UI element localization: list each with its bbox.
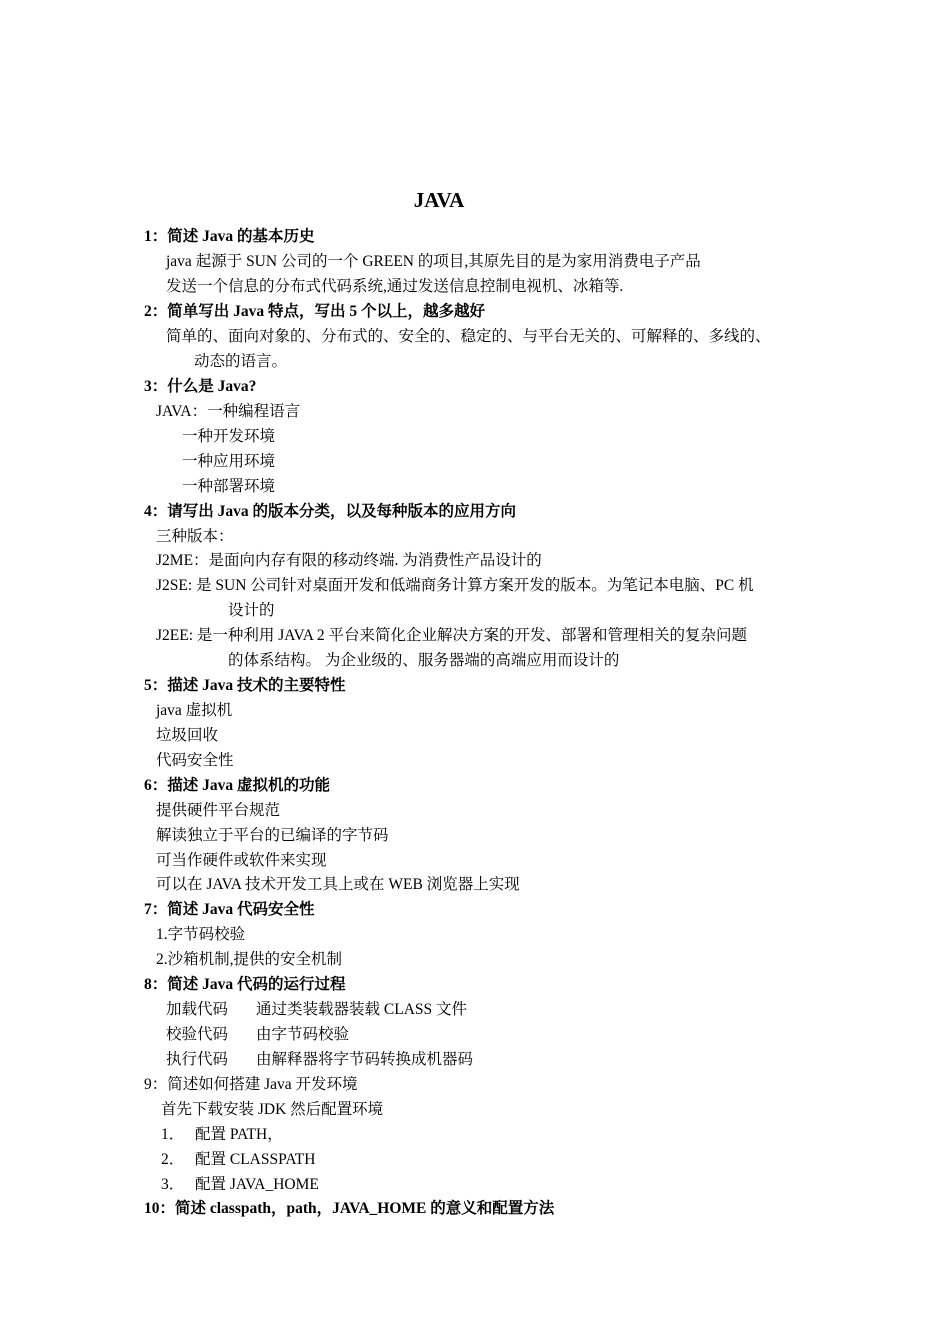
answer-3-line-2: 一种开发环境 [182, 428, 276, 445]
question-4-heading: 4：请写出 Java 的版本分类，以及每种版本的应用方向 [144, 503, 517, 520]
answer-5-line-2: 垃圾回收 [156, 727, 219, 744]
question-7-heading: 7：简述 Java 代码安全性 [144, 901, 315, 918]
answer-4-line-5: J2EE: 是一种利用 JAVA 2 平台来简化企业解决方案的开发、部署和管理相关的复杂问题 [156, 627, 748, 644]
question-1-heading: 1：简述 Java 的基本历史 [144, 228, 315, 245]
env-step-number: 3． [161, 1176, 185, 1193]
answer-4-line-2: J2ME：是面向内存有限的移动终端. 为消费性产品设计的 [156, 552, 542, 569]
document-title: JAVA [413, 188, 465, 212]
answer-3-line-1: JAVA：一种编程语言 [156, 403, 301, 420]
answer-4-line-6: 的体系结构。 为企业级的、服务器端的高端应用而设计的 [228, 652, 620, 669]
run-step-row [166, 1049, 473, 1071]
run-step-desc: 由解释器将字节码转换成机器码 [256, 1051, 474, 1068]
answer-5-line-3: 代码安全性 [156, 752, 234, 769]
env-step-number: 1． [161, 1126, 185, 1143]
question-3-heading: 3：什么是 Java? [144, 378, 257, 395]
answer-4-line-1: 三种版本： [156, 528, 234, 545]
env-step-number: 2． [161, 1151, 185, 1168]
question-9-heading: 9：简述如何搭建 Java 开发环境 [144, 1076, 358, 1093]
answer-9-line-1: 首先下载安装 JDK 然后配置环境 [161, 1101, 384, 1118]
env-step-row [161, 1149, 315, 1171]
env-step-text: 配置 JAVA_HOME [195, 1176, 319, 1193]
run-step-row [166, 1024, 349, 1046]
answer-6-line-1: 提供硬件平台规范 [156, 802, 281, 819]
run-step-name: 执行代码 [166, 1051, 229, 1068]
env-step-row [161, 1124, 283, 1146]
env-step-text: 配置 PATH， [195, 1126, 283, 1143]
env-step-text: 配置 CLASSPATH [195, 1151, 316, 1168]
answer-1-line-1: java 起源于 SUN 公司的一个 GREEN 的项目,其原先目的是为家用消费电子产品 [166, 253, 701, 270]
run-step-desc: 通过类装载器装载 CLASS 文件 [256, 1001, 468, 1018]
answer-3-line-4: 一种部署环境 [182, 478, 276, 495]
question-10-heading: 10：简述 classpath，path，JAVA_HOME 的意义和配置方法 [144, 1200, 555, 1217]
env-step-row [161, 1174, 319, 1196]
answer-6-line-4: 可以在 JAVA 技术开发工具上或在 WEB 浏览器上实现 [156, 876, 520, 893]
run-step-desc: 由字节码校验 [256, 1026, 350, 1043]
question-2-heading: 2：简单写出 Java 特点，写出 5 个以上，越多越好 [144, 303, 486, 320]
answer-7-line-1: 1.字节码校验 [156, 926, 246, 943]
answer-3-line-3: 一种应用环境 [182, 453, 276, 470]
answer-5-line-1: java 虚拟机 [156, 702, 233, 719]
answer-1-line-2: 发送一个信息的分布式代码系统,通过发送信息控制电视机、冰箱等. [166, 278, 624, 295]
run-step-name: 加载代码 [166, 1001, 229, 1018]
answer-2-line-2: 动态的语言。 [194, 353, 288, 370]
question-6-heading: 6：描述 Java 虚拟机的功能 [144, 777, 331, 794]
answer-2-line-1: 简单的、面向对象的、分布式的、安全的、稳定的、与平台无关的、可解释的、多线的、 [166, 328, 771, 345]
question-8-heading: 8：简述 Java 代码的运行过程 [144, 976, 346, 993]
run-step-name: 校验代码 [166, 1026, 229, 1043]
answer-6-line-3: 可当作硬件或软件来实现 [156, 852, 327, 869]
answer-4-line-3: J2SE: 是 SUN 公司针对桌面开发和低端商务计算方案开发的版本。为笔记本电脑、PC 机 [156, 577, 754, 594]
answer-4-line-4: 设计的 [228, 602, 275, 619]
answer-7-line-2: 2.沙箱机制,提供的安全机制 [156, 951, 343, 968]
answer-6-line-2: 解读独立于平台的已编译的字节码 [156, 827, 389, 844]
run-step-row [166, 999, 467, 1021]
question-5-heading: 5：描述 Java 技术的主要特性 [144, 677, 346, 694]
